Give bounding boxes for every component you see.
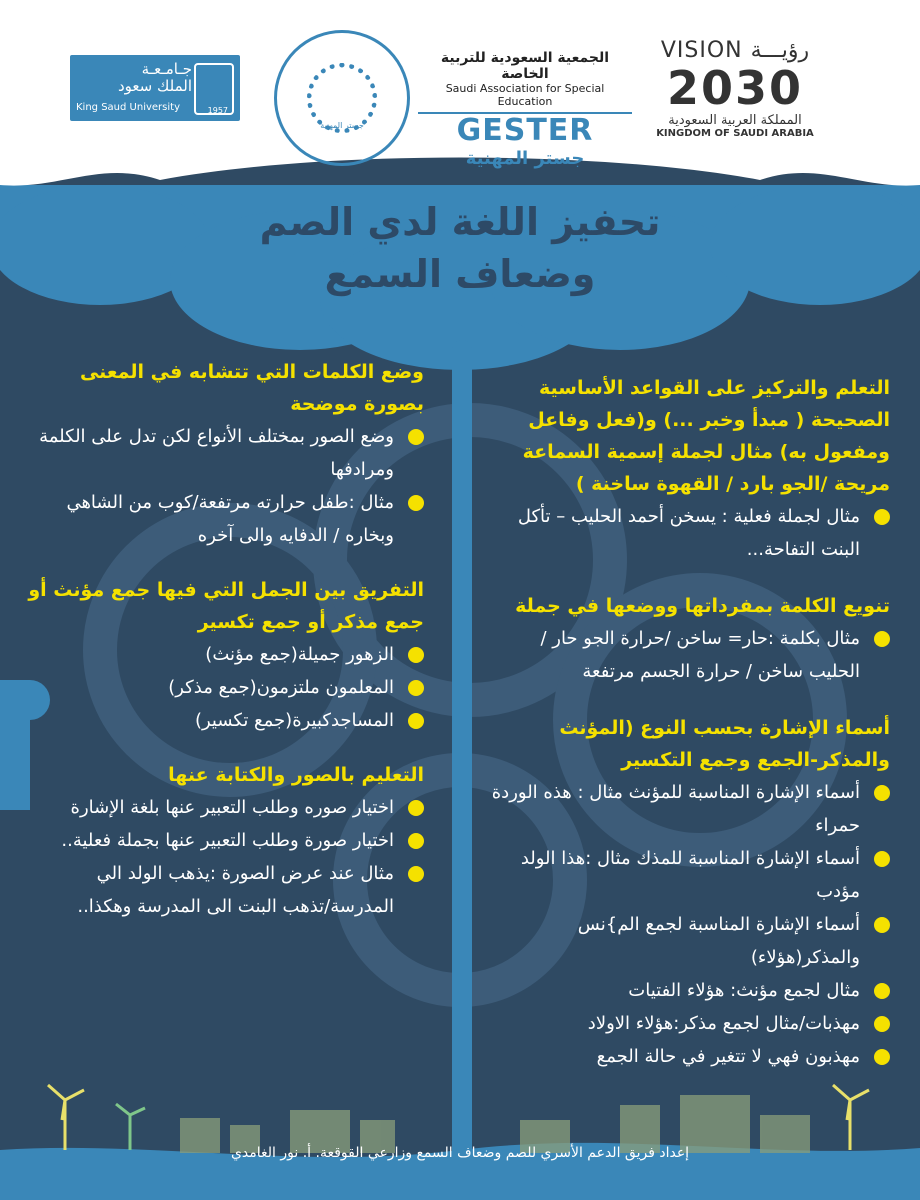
- ksu-arabic-line1: جـامـعـة: [141, 60, 192, 78]
- title-line1: تحفيز اللغة لدي الصم: [259, 200, 661, 244]
- gester-arabic-brand: جستر المهنية: [465, 148, 585, 169]
- bullet-text: المساجدكبيرة(جمع تكسير): [194, 710, 394, 731]
- kingdom-arabic: المملكة العربية السعودية: [668, 113, 802, 128]
- section-heading: التفريق بين الجمل التي فيها جمع مؤنث أو جمع مذكر أو جمع تكسير: [28, 579, 424, 633]
- bullet-item: [490, 776, 890, 842]
- bullet-item: [490, 842, 890, 908]
- bullet-dot-icon: [408, 429, 424, 445]
- right-column: [490, 372, 890, 1073]
- section-heading: تنويع الكلمة بمفرداتها ووضعها في جملة: [515, 595, 890, 617]
- bullet-dot-icon: [874, 785, 890, 801]
- bullet-item: [490, 908, 890, 974]
- ksu-arabic-name: [82, 61, 192, 95]
- bullet-text: وضع الصور بمختلف الأنواع لكن تدل على الكلمة ومرادفها: [39, 426, 394, 480]
- section-demonstratives: [490, 712, 890, 1073]
- left-column: [28, 356, 424, 923]
- bullet-text: الزهور جميلة(جمع مؤنث): [205, 644, 394, 665]
- section-synonyms: [28, 356, 424, 552]
- bullet-item: [490, 1007, 890, 1040]
- bullet-item: [28, 824, 424, 857]
- bullet-text: مهذبات/مثال لجمع مذكر:هؤلاء الاولاد: [587, 1013, 860, 1034]
- bullet-dot-icon: [874, 1016, 890, 1032]
- assoc-english-name: Saudi Association for Special Education: [445, 82, 605, 108]
- bullet-text: المعلمون ملتزمون(جمع مذكر): [168, 677, 394, 698]
- vision-english-word: VISION: [660, 38, 743, 63]
- section-plurals: [28, 574, 424, 737]
- poster-title: [180, 196, 740, 300]
- bullet-item: [28, 791, 424, 824]
- bullet-dot-icon: [874, 509, 890, 525]
- gester-emblem: [274, 30, 410, 166]
- kingdom-english: KINGDOM OF SAUDI ARABIA: [656, 128, 814, 139]
- vision-2030-logo: [640, 38, 830, 139]
- bullet-text: مثال بكلمة :حار= ساخن /حرارة الجو حار / الحليب ساخن / حرارة الجسم مرتفعة: [540, 628, 860, 682]
- bullet-item: [28, 857, 424, 923]
- gester-emblem-text: جستر المهنية: [320, 121, 364, 130]
- section-heading: التعلم والتركيز على القواعد الأساسية الصحيحة ( مبدأ وخبر ...) و(فعل وفاعل ومفعول به) مثال لجملة إسمية السماعة مريحة /الجو بارد / القهوة ساخنة ): [522, 377, 890, 495]
- section-word-variation: [490, 590, 890, 688]
- bullet-item: [490, 1040, 890, 1073]
- gester-logo: [418, 50, 632, 169]
- section-grammar-rules: [490, 372, 890, 566]
- ksu-english-name: King Saud University: [76, 102, 180, 113]
- bullet-text: مثال عند عرض الصورة :يذهب الولد الي المدرسة/تذهب البنت الى المدرسة وهكذا..: [77, 863, 394, 917]
- bullet-item: [28, 420, 424, 486]
- bullet-dot-icon: [874, 631, 890, 647]
- bullet-dot-icon: [408, 713, 424, 729]
- bullet-item: [28, 704, 424, 737]
- bullet-item: [490, 622, 890, 688]
- bullet-dot-icon: [874, 917, 890, 933]
- assoc-arabic-name: الجمعية السعودية للتربية الخاصة: [440, 50, 610, 82]
- ksu-logo: [70, 55, 240, 121]
- bullet-text: أسماء الإشارة المناسبة للمذك مثال :هذا الولد مؤدب: [520, 848, 860, 902]
- bullet-item: [28, 486, 424, 552]
- bullet-text: مهذبون فهي لا تتغير في حالة الجمع: [596, 1046, 860, 1067]
- bullet-text: مثال لجمع مؤنث: هؤلاء الفتيات: [628, 980, 860, 1001]
- section-heading: التعليم بالصور والكتابة عنها: [168, 764, 424, 786]
- footer-credit: إعداد فريق الدعم الأسري للصم وضعاف السمع وزارعي القوقعة. أ. نور الغامدي: [230, 1145, 690, 1161]
- vision-arabic-word: رؤيـــة: [750, 38, 810, 63]
- section-pictures-writing: [28, 759, 424, 923]
- bullet-text: مثال لجملة فعلية : يسخن أحمد الحليب – تأكل البنت التفاحة...: [517, 506, 860, 560]
- ksu-year: 1957: [207, 106, 228, 115]
- bullet-dot-icon: [408, 800, 424, 816]
- bullet-dot-icon: [408, 866, 424, 882]
- bullet-text: مثال :طفل حرارته مرتفعة/كوب من الشاهي وبخاره / الدفايه والى آخره: [66, 492, 394, 546]
- vision-year: 2030: [666, 61, 804, 115]
- vision-word-row: [640, 38, 830, 63]
- bullet-dot-icon: [874, 1049, 890, 1065]
- section-heading: وضع الكلمات التي تتشابه في المعنى بصورة موضحة: [79, 361, 424, 415]
- bullet-dot-icon: [874, 851, 890, 867]
- gester-brand: GESTER: [418, 112, 632, 148]
- bullet-text: اختيار صوره وطلب التعبير عنها بلغة الإشارة: [70, 797, 394, 818]
- title-line2: وضعاف السمع: [324, 252, 596, 296]
- wind-turbine-icon: [116, 1104, 145, 1150]
- bullet-dot-icon: [408, 833, 424, 849]
- bullet-item: [28, 638, 424, 671]
- bullet-text: أسماء الإشارة المناسبة للمؤنث مثال : هذه الوردة حمراء: [491, 782, 860, 836]
- bullet-item: [490, 974, 890, 1007]
- bullet-dot-icon: [408, 647, 424, 663]
- ksu-arabic-line2: الملك سعود: [117, 77, 192, 95]
- bullet-dot-icon: [408, 680, 424, 696]
- bullet-dot-icon: [408, 495, 424, 511]
- bullet-dot-icon: [874, 983, 890, 999]
- bullet-text: أسماء الإشارة المناسبة لجمع الم}نس والمذكر(هؤلاء): [577, 914, 860, 968]
- section-heading: أسماء الإشارة بحسب النوع (المؤنث والمذكر-الجمع وجمع التكسير: [559, 717, 890, 771]
- bullet-item: [490, 500, 890, 566]
- bullet-item: [28, 671, 424, 704]
- bullet-text: اختيار صورة وطلب التعبير عنها بجملة فعلية..: [61, 830, 394, 851]
